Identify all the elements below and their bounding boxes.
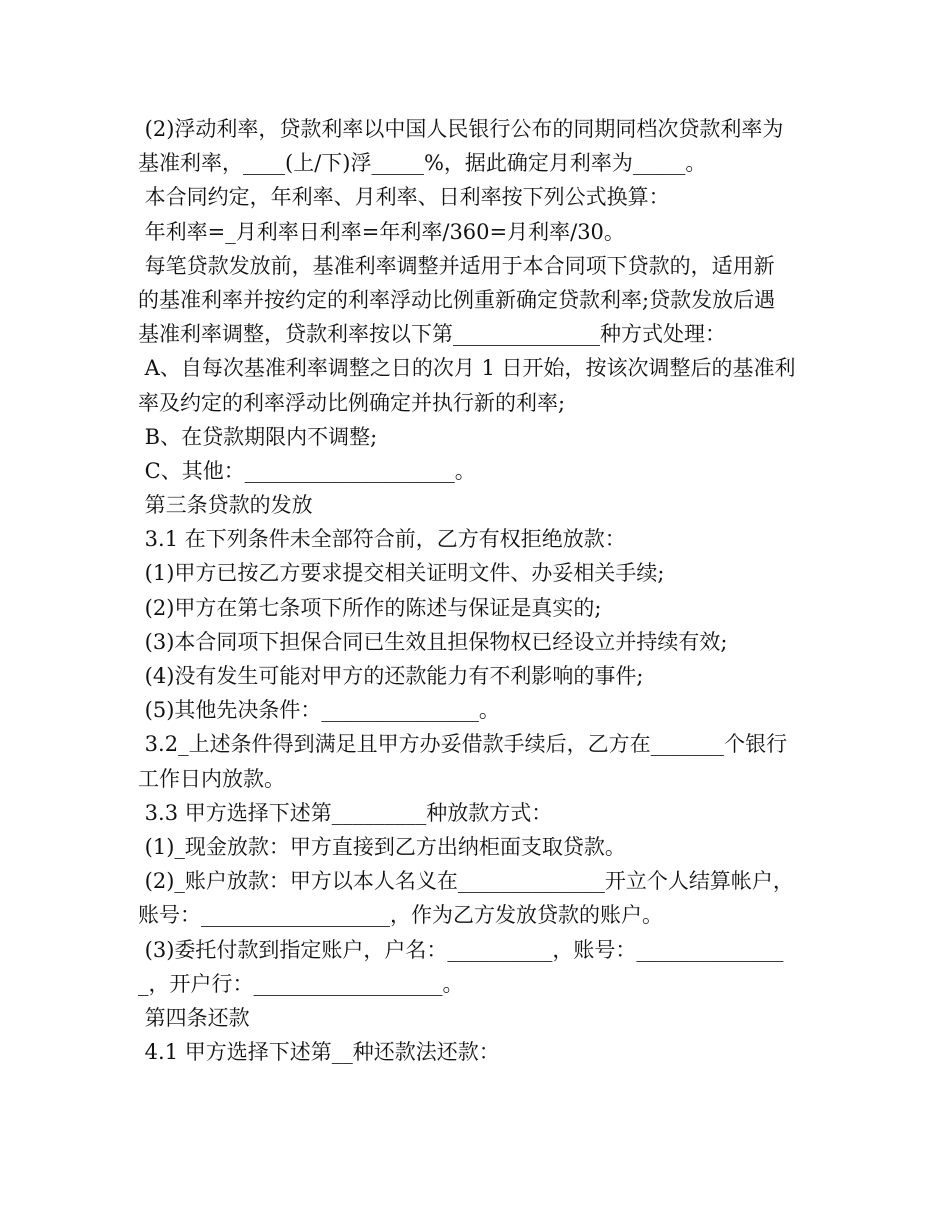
text-line: 3.3 甲方选择下述第_________种放款方式： xyxy=(138,800,553,825)
text-line: (5)其他先决条件：_______________。 xyxy=(138,698,500,723)
document-body xyxy=(138,112,818,1069)
text-line: (3)本合同项下担保合同已生效且担保物权已经设立并持续有效; xyxy=(138,629,728,654)
text-line: (2)浮动利率，贷款利率以中国人民银行公布的同期同档次贷款利率为 xyxy=(138,117,784,141)
section-heading: 第三条贷款的发放 xyxy=(138,493,313,518)
text-line: 基准利率调整，贷款利率按以下第______________种方式处理： xyxy=(138,322,726,347)
text-line: 的基准利率并按约定的利率浮动比例重新确定贷款利率;贷款发放后遇 xyxy=(138,287,776,312)
text-line: (1)甲方已按乙方要求提交相关证明文件、办妥相关手续; xyxy=(138,561,665,586)
text-line: 工作日内放款。 xyxy=(138,766,285,791)
text-line: 3.1 在下列条件未全部符合前，乙方有权拒绝放款： xyxy=(138,527,626,552)
text-line: _，开户行：__________________。 xyxy=(138,971,464,996)
text-line: 年利率=_月利率日利率=年利率/360=月利率/30。 xyxy=(138,219,625,244)
text-line: (2)甲方在第七条项下所作的陈述与保证是真实的; xyxy=(138,595,602,620)
text-line: A、自每次基准利率调整之日的次月 1 日开始，按该次调整后的基准利 xyxy=(138,356,796,381)
text-line: 率及约定的利率浮动比例确定并执行新的利率; xyxy=(138,390,566,415)
section-heading: 第四条还款 xyxy=(138,1005,250,1030)
text-line: C、其他：____________________。 xyxy=(138,458,476,483)
text-line: (3)委托付款到指定账户，户名：__________，账号：______________ xyxy=(138,937,784,962)
text-line: B、在贷款期限内不调整; xyxy=(138,424,378,449)
text-line: 每笔贷款发放前，基准利率调整并适用于本合同项下贷款的，适用新 xyxy=(138,253,775,278)
text-line: 账号：__________________，作为乙方发放贷款的账户。 xyxy=(138,903,663,928)
text-line: 基准利率，____(上/下)浮_____%，据此确定月利率为_____。 xyxy=(138,151,707,176)
text-line: (2)_账户放款：甲方以本人名义在______________开立个人结算帐户， xyxy=(138,869,794,894)
text-line: 本合同约定，年利率、月利率、日利率按下列公式换算： xyxy=(138,185,670,210)
text-line: 3.2_上述条件得到满足且甲方办妥借款手续后，乙方在_______个银行 xyxy=(138,732,788,757)
text-line: (4)没有发生可能对甲方的还款能力有不利影响的事件; xyxy=(138,664,644,688)
text-line: (1)_现金放款：甲方直接到乙方出纳柜面支取贷款。 xyxy=(138,834,626,859)
text-line: 4.1 甲方选择下述第__种还款法还款： xyxy=(138,1040,500,1065)
